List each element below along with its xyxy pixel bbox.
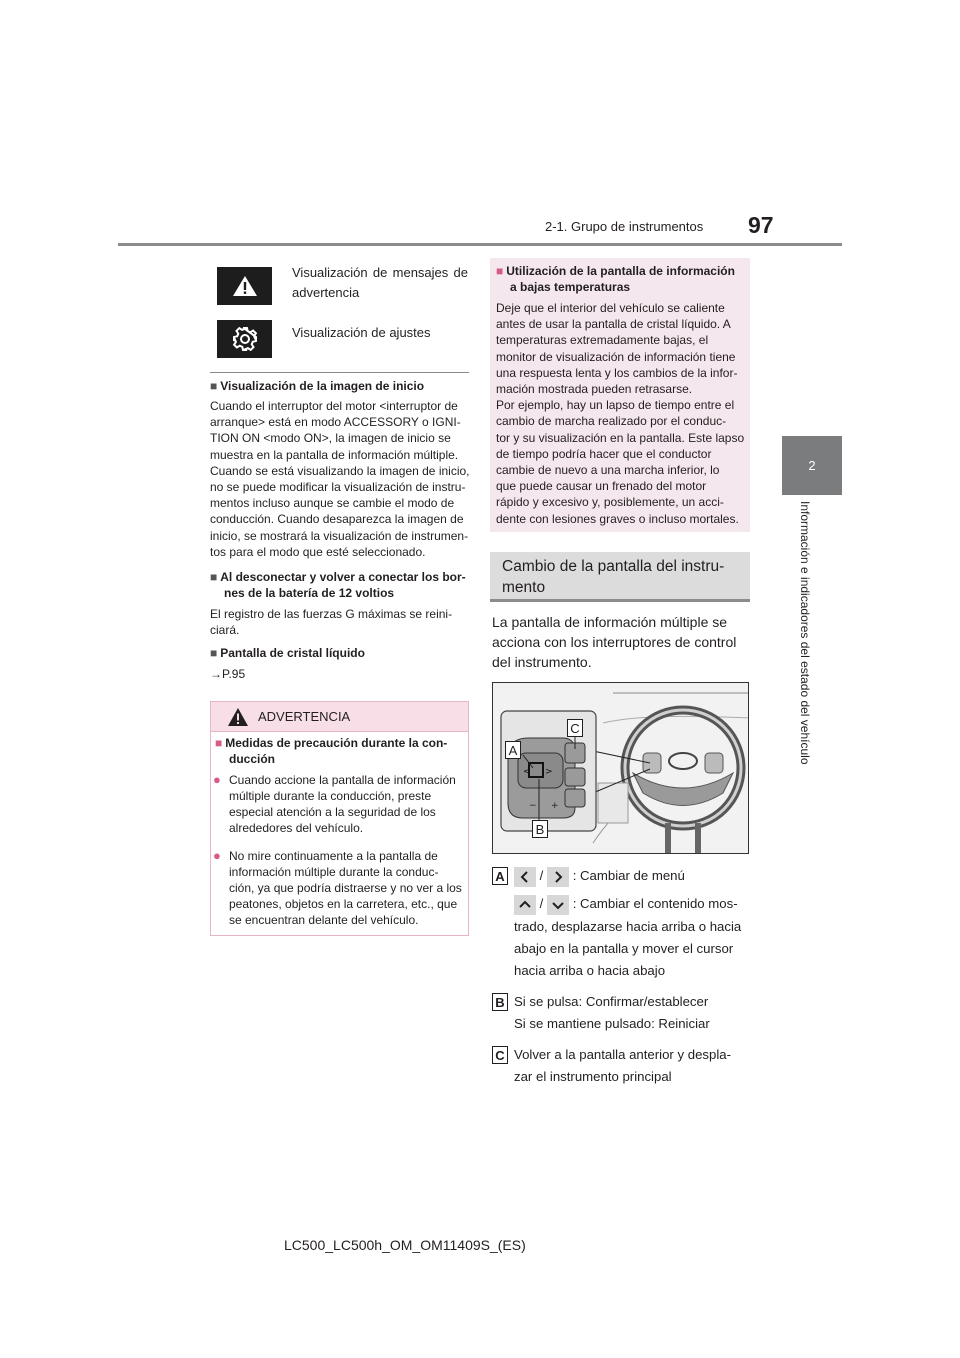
warning-triangle-icon [217, 267, 272, 305]
section-text-startup-image: Cuando el interruptor del motor <interruptor de arranque> está en modo ACCESSORY o IGNI- TION ON <modo ON>, la imagen de inicio se muestra en la pantalla de información múltiple. Cuando se está visualizando la imagen de inicio, no se puede modificar la visualización de instru- mentos incluso aunque se cambie el modo de conducción. Cuando desaparezca la imagen de inicio, se mostrará la visualización de instrumen- tos para el modo que esté seleccionado. [210, 399, 470, 559]
item-letter-b: B [492, 993, 508, 1011]
figure-label-c: C [567, 719, 583, 737]
warning-bullet-1: ● Cuando accione la pantalla de información múltiple durante la conducción, preste especial atención a la seguridad de los alrededores del vehículo. [213, 772, 456, 835]
icon-label-warning-line2: advertencia [292, 285, 360, 300]
left-arrow-icon [514, 867, 536, 887]
item-a-more: trado, desplazarse hacia arriba o hacia abajo en la pantalla y mover el cursor hacia arriba o hacia abajo [514, 919, 742, 978]
chapter-tab: 2 [782, 436, 842, 495]
header-rule [118, 243, 842, 246]
item-a-line1: / : Cambiar de menú [514, 865, 685, 887]
icon-label-settings: Visualización de ajustes [292, 325, 431, 340]
svg-text:−: − [529, 801, 537, 811]
figure-label-a: A [505, 741, 521, 759]
chapter-side-title: Información e indicadores del estado del vehículo [798, 501, 812, 765]
svg-text:>: > [545, 767, 553, 777]
section-title-instrument-display: Cambio de la pantalla del instru- mento [490, 552, 750, 602]
section-intro: La pantalla de información múltiple se acciona con los interruptores de control del instrumento. [492, 614, 737, 670]
warning-title: ADVERTENCIA [258, 709, 351, 724]
steering-wheel-figure [492, 682, 749, 854]
item-a-line2: / : Cambiar el contenido mos- [514, 893, 738, 915]
item-b-text: Si se pulsa: Confirmar/establecer Si se mantiene pulsado: Reiniciar [514, 994, 710, 1031]
header-section-title: 2-1. Grupo de instrumentos [545, 219, 704, 234]
info-box-heading: ■ Utilización de la pantalla de información a bajas temperaturas [496, 264, 735, 294]
page-number: 97 [748, 212, 774, 238]
footer-document-code: LC500_LC500h_OM_OM11409S_(ES) [284, 1237, 526, 1253]
section-text-lcd: →P.95 [210, 667, 246, 681]
gear-icon [217, 320, 272, 358]
warning-triangle-icon [227, 707, 249, 727]
section-heading-lcd: ■ Pantalla de cristal líquido [210, 646, 365, 660]
svg-text:+: + [551, 801, 559, 811]
warning-bullet-2: ● No mire continuamente a la pantalla de información múltiple durante la conduc- ción, ya que podría distraerse y no ver a los peatones, objetos en la carretera, etc., que se encuentran delante del vehículo. [213, 848, 462, 927]
svg-text:<: < [523, 767, 531, 777]
warning-header [211, 702, 468, 732]
right-arrow-icon [547, 867, 569, 887]
item-c-text: Volver a la pantalla anterior y despla- zar el instrumento principal [514, 1047, 731, 1084]
down-arrow-icon [547, 895, 569, 915]
figure-label-b: B [532, 820, 548, 838]
table-bottom-rule [210, 372, 469, 373]
item-letter-a: A [492, 867, 508, 885]
warning-heading: ■ Medidas de precaución durante la con- ducción [215, 736, 448, 766]
section-text-battery: El registro de las fuerzas G máximas se reini- ciará. [210, 607, 453, 638]
icon-label-warning-line1: Visualización de mensajes de [292, 265, 468, 280]
info-box-text: Deje que el interior del vehículo se caliente antes de usar la pantalla de cristal líquido. A temperaturas extremadamente bajas, el monitor de visualización de información tiene una respuesta lenta y los cambios de la infor- mación mostrada pueden retrasarse. Por ejemplo, hay un lapso de tiempo entre el cambio de marcha realizado por el conduc- tor y su visualización en la pantalla. Este lapso de tiempo podría hacer que el conductor cambie de nuevo a una marcha inferior, lo que puede causar un frenado del motor rápido y excesivo y, posiblemente, un acci- dente con lesiones graves o incluso mortales. [496, 301, 745, 526]
item-letter-c: C [492, 1046, 508, 1064]
info-box-low-temperature [490, 258, 750, 532]
section-heading-battery: ■ Al desconectar y volver a conectar los bor- nes de la batería de 12 voltios [210, 570, 466, 600]
section-heading-startup-image: ■ Visualización de la imagen de inicio [210, 379, 425, 393]
up-arrow-icon [514, 895, 536, 915]
